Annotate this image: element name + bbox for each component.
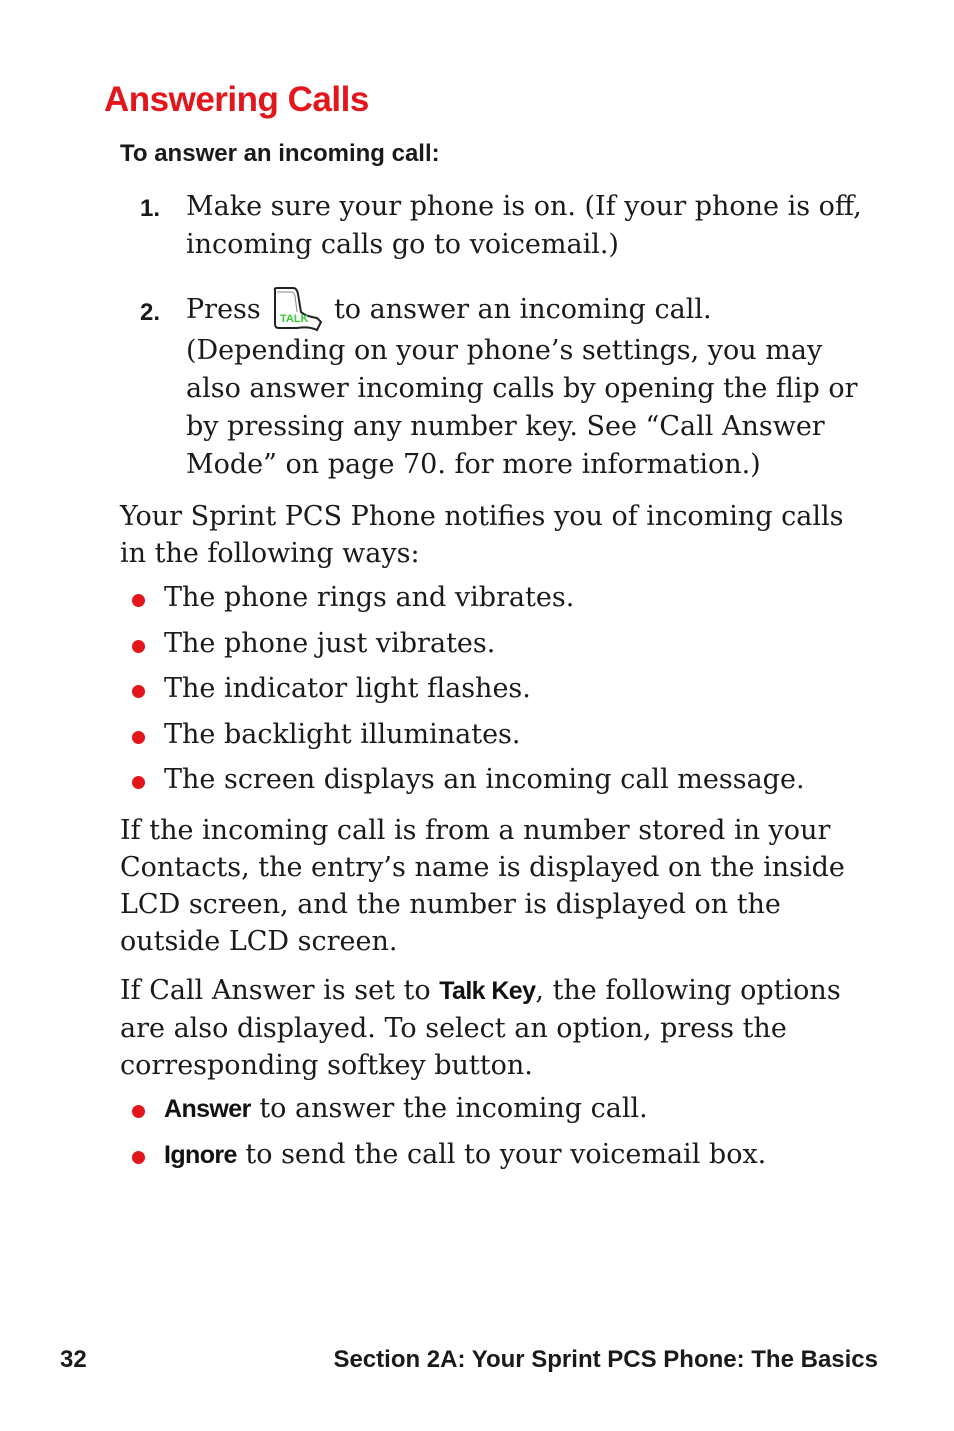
call-answer-text-after: , the following options are also displayed. To select an option, press the corresponding softkey button. <box>120 975 841 1081</box>
call-answer-text-before: If Call Answer is set to <box>120 975 431 1006</box>
option-description: to send the call to your voicemail box. <box>245 1138 767 1170</box>
contacts-paragraph: If the incoming call is from a number stored in your Contacts, the entry’s name is displayed on the inside LCD screen, and the number is displayed on the outside LCD screen. <box>120 815 845 957</box>
list-item: The phone rings and vibrates. <box>130 579 870 625</box>
step-number: 1. <box>140 195 161 222</box>
step-1 <box>140 188 870 264</box>
bullet-icon <box>132 640 145 653</box>
notify-list <box>130 579 870 807</box>
step-text <box>186 286 876 484</box>
list-item: The backlight illuminates. <box>130 716 870 762</box>
bullet-icon <box>132 1151 145 1164</box>
option-ignore <box>130 1136 870 1182</box>
list-item: The screen displays an incoming call message. <box>130 761 870 807</box>
option-label: Answer <box>164 1095 251 1123</box>
softkey-options-list <box>130 1090 870 1181</box>
option-label: Ignore <box>164 1140 237 1169</box>
list-item: The phone just vibrates. <box>130 625 870 671</box>
page-title: Answering Calls <box>104 80 369 119</box>
bullet-icon <box>132 594 145 607</box>
section-footer: Section 2A: Your Sprint PCS Phone: The Basics <box>333 1346 878 1373</box>
step-text: Make sure your phone is on. (If your phone is off, incoming calls go to voicemail.) <box>186 191 862 260</box>
notify-intro: Your Sprint PCS Phone notifies you of incoming calls in the following ways: <box>120 501 844 569</box>
option-description: to answer the incoming call. <box>259 1093 648 1124</box>
section-subheading: To answer an incoming call: <box>120 140 440 167</box>
bullet-icon <box>132 685 145 698</box>
talk-key-icon <box>271 286 323 332</box>
step-2 <box>140 286 870 484</box>
list-item: The indicator light flashes. <box>130 670 870 716</box>
bullet-icon <box>132 731 145 744</box>
page-number: 32 <box>60 1346 87 1373</box>
step-number: 2. <box>140 299 161 326</box>
option-answer <box>130 1090 870 1136</box>
bullet-icon <box>132 1105 145 1118</box>
step-text-before: Press <box>186 294 261 325</box>
bullet-icon <box>132 776 145 789</box>
talk-key-setting: Talk Key <box>439 977 536 1005</box>
step-text-after: to answer an incoming call. (Depending on your phone’s settings, you may also answer incoming calls by opening the flip or by pressing any number key. See “Call Answer Mode” on page 70. for more information.) <box>186 294 858 480</box>
talk-key-label: TALK <box>280 313 309 325</box>
call-answer-paragraph <box>120 972 870 1084</box>
